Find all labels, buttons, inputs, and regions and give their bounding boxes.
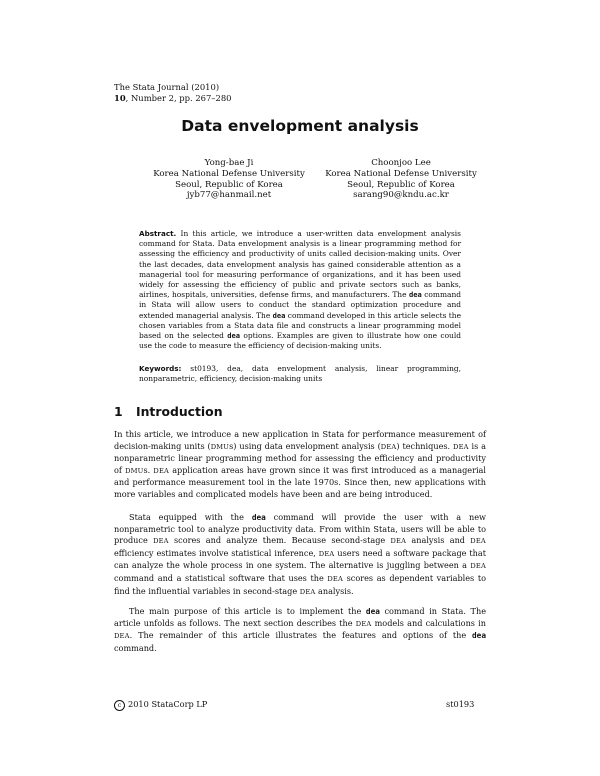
- text-run: application areas have grown since it was first introduced as a managerial and performance measurement tool in the late 1970s. Since then, new applications with more variables and complicated models have been and are being introduced.: [114, 464, 487, 499]
- acronym: DEA: [153, 466, 170, 475]
- text-run: analysis and: [411, 535, 466, 546]
- acronym: DEA: [153, 537, 169, 546]
- copyright-footer: [114, 699, 207, 711]
- paragraph-1: [114, 429, 486, 501]
- journal-name: The Stata Journal (2010): [114, 82, 220, 92]
- author-name: Choonjoo Lee: [371, 158, 431, 168]
- article-id: st0193: [446, 699, 475, 709]
- abstract-text: In this article, we introduce a user-written data envelopment analysis command for Stata. Data envelopment analysis is a linear programming method for assessing the efficiency and productivity of units called decision-making units. Over the last decades, data envelopment analysis has gained considerable attention as a managerial tool for measuring performance of organizations, and it has been used widely for assessing the efficiency of public and private sectors such as banks, airlines, hospitals, universities, defense firms, and manufacturers. The: [139, 229, 461, 300]
- command-name: dea: [251, 513, 266, 522]
- acronym: DMU: [125, 466, 144, 475]
- section-title: Introduction: [136, 404, 223, 419]
- text-run: scores and analyze them. Because second-stage: [173, 535, 386, 546]
- abstract-label: Abstract.: [139, 229, 177, 238]
- paragraph-3: [114, 606, 486, 654]
- abstract-text: options. Examples are given to illustrate how one could use the code to measure the efficiency of decision-making units.: [139, 331, 461, 351]
- journal-issue-pages: , Number 2, pp. 267–280: [125, 92, 232, 103]
- paper-title: Data envelopment analysis: [181, 117, 419, 135]
- copyright-text: 2010 StataCorp LP: [128, 699, 208, 709]
- text-run: efficiency estimates involve statistical inference,: [114, 547, 316, 558]
- section-number: 1: [114, 404, 123, 419]
- command-name: dea: [365, 607, 380, 616]
- command-name: dea: [227, 331, 241, 341]
- text-run: ) techniques.: [396, 440, 451, 451]
- journal-volume: 10: [114, 92, 126, 103]
- text-run: s) using data envelopment analysis (: [229, 440, 381, 451]
- text-run: is a nonparametric linear programming method for assessing the efficiency and productivity of: [114, 440, 487, 475]
- abstract-text: command in Stata will allow users to conduct the standard optimization procedure and extended managerial analysis. The: [139, 290, 461, 320]
- keywords-text: st0193, dea, data envelopment analysis, linear programming, nonparametric, efficiency, decision-making units: [139, 364, 461, 384]
- acronym: DEA: [327, 574, 344, 583]
- text-run: command in Stata. The article unfolds as follows. The next section describes the: [114, 606, 487, 628]
- text-run: s.: [143, 464, 151, 475]
- acronym: DEA: [470, 537, 486, 546]
- text-run: models and calculations in: [374, 617, 486, 628]
- author-email: jyb77@hanmail.net: [186, 190, 272, 201]
- abstract-text: command developed in this article selects the chosen variables from a Stata data file and constructs a linear programming model based on the selected: [139, 310, 461, 341]
- text-run: scores as dependent variables to find the influential variables in second-stage: [114, 572, 486, 596]
- abstract: [139, 229, 461, 351]
- text-run: command will provide the user with a new nonparametric tool to analyze productivity data. From within Stata, users will be able to produce: [114, 512, 486, 546]
- copyright-icon: c: [114, 700, 125, 711]
- text-run: Stata equipped with the: [129, 512, 244, 522]
- acronym: DEA: [470, 562, 486, 571]
- paragraph-2: [114, 512, 486, 598]
- text-run: The main purpose of this article is to implement the: [129, 606, 362, 616]
- journal-header: [114, 82, 232, 103]
- acronym: DEA: [380, 442, 397, 451]
- author-block-2: [286, 158, 516, 201]
- acronym: DEA: [114, 632, 130, 641]
- acronym: DMU: [210, 442, 230, 451]
- command-name: dea: [409, 290, 422, 300]
- author-affiliation: Korea National Defense University: [325, 168, 477, 179]
- text-run: command and a statistical software that uses the: [114, 572, 324, 583]
- text-run: . The remainder of this article illustrates the features and options of the: [129, 630, 467, 641]
- keywords: [139, 364, 461, 384]
- command-name: dea: [272, 310, 286, 320]
- text-run: command.: [114, 642, 157, 653]
- acronym: DEA: [390, 537, 407, 546]
- text-run: analysis.: [318, 585, 354, 596]
- acronym: DEA: [318, 549, 335, 558]
- text-run: In this article, we introduce a new application in Stata for performance measurement of decision-making units (: [114, 429, 486, 451]
- author-name: Yong-bae Ji: [204, 158, 254, 168]
- author-email: sarang90@kndu.ac.kr: [353, 190, 449, 201]
- acronym: DEA: [299, 587, 316, 596]
- text-run: users need a software package that can analyze the whole process in one system. The alternative is juggling between a: [114, 547, 486, 571]
- acronym: DEA: [355, 619, 372, 628]
- author-location: Seoul, Republic of Korea: [175, 179, 283, 190]
- author-affiliation: Korea National Defense University: [153, 168, 305, 179]
- keywords-label: Keywords:: [139, 364, 182, 373]
- author-location: Seoul, Republic of Korea: [347, 179, 455, 190]
- journal-issue: [114, 93, 232, 104]
- section-heading: [114, 404, 223, 419]
- command-name: dea: [472, 631, 486, 641]
- acronym: DEA: [453, 442, 469, 451]
